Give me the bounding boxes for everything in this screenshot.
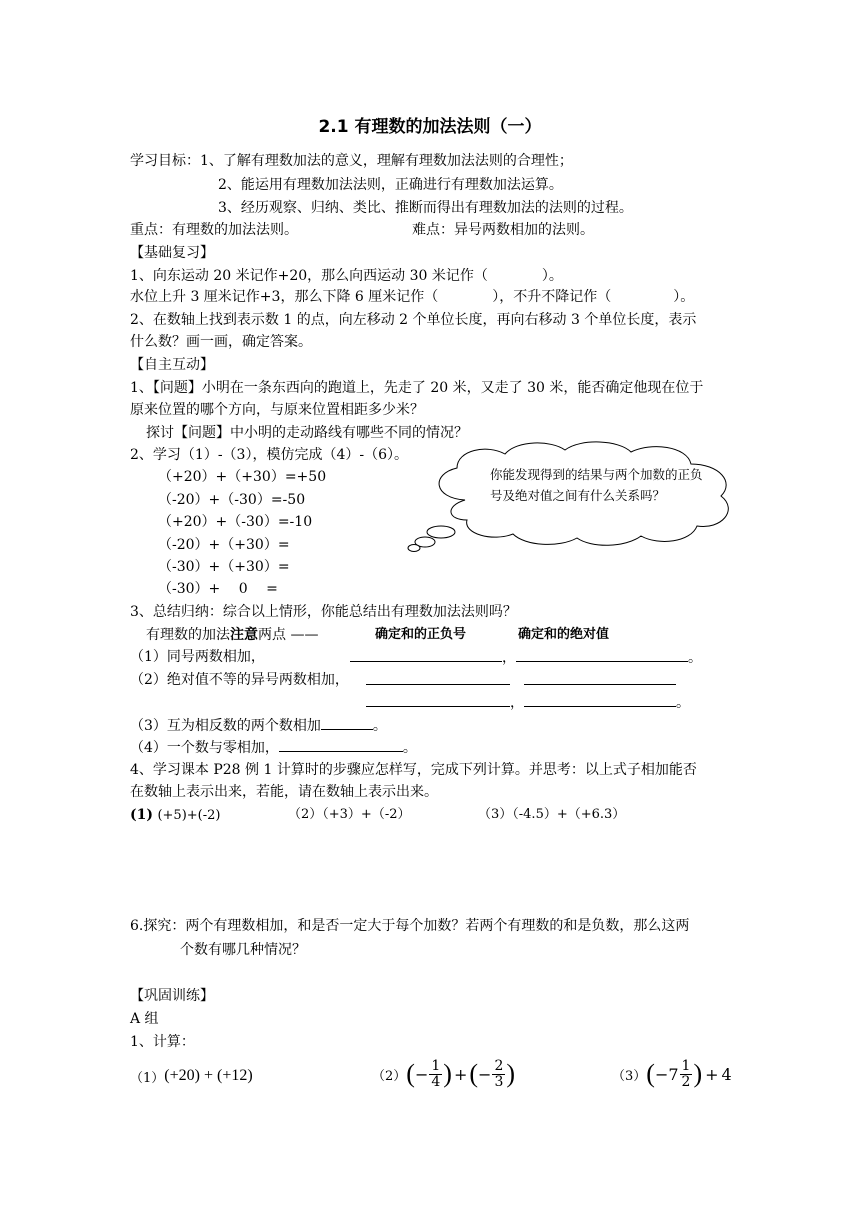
- review-q1-line-a: [130, 267, 563, 285]
- attention-suffix: 两点 ——: [258, 627, 319, 643]
- answer-blank[interactable]: [279, 738, 403, 752]
- separator: 。: [372, 718, 387, 734]
- summary-q3: 3、总结归纳：综合以上情形，你能总结出有理数加法法则吗？: [130, 604, 517, 620]
- key-point: 重点：有理数的加法法则。: [130, 222, 298, 238]
- q4-problem-1: [130, 806, 220, 825]
- group-a-label: A 组: [130, 1011, 159, 1027]
- question-text: ）。: [541, 268, 563, 284]
- equation-row: （-20）+（-30）=-50: [158, 492, 306, 508]
- q4-problem-3: （3）（-4.5）+（+6.3）: [478, 807, 626, 822]
- calc-label: 1、计算：: [130, 1034, 195, 1050]
- fraction: $\frac{1}{2}$: [681, 1057, 691, 1090]
- attention-prefix: 有理数的加法: [146, 627, 230, 643]
- answer-blank[interactable]: [524, 671, 676, 685]
- interact-q2: 2、学习（1）-（3），模仿完成（4）-（6）。: [130, 447, 408, 463]
- interact-q1-line-1: 1、【问题】小明在一条东西向的跑道上，先走了 20 米，又走了 30 米，能否确定他现在位于: [130, 380, 704, 396]
- question-text: 1、向东运动 20 米记作+20，那么向西运动 30 米记作（: [130, 268, 488, 284]
- problem-label: （3）: [612, 1068, 647, 1084]
- question-text: ），不升不降记作（: [492, 289, 612, 305]
- rule-1-blanks: [350, 648, 702, 667]
- equation-row: （-20）+（+30）=: [158, 537, 290, 553]
- question-text: 水位上升 3 厘米记作+3，那么下降 6 厘米记作（: [130, 289, 439, 305]
- thought-cloud-text: 你能发现得到的结果与两个加数的正负号及绝对值之间有什么关系吗？: [490, 467, 703, 503]
- rule-3-line: [130, 716, 387, 735]
- q6-line-2: 个数有哪几种情况？: [180, 942, 306, 958]
- calc-problem-2: （2） ( − $\frac{1}{4}$ ) + ( − $\frac{2}{3}$ ): [372, 1057, 516, 1090]
- rule-4-label: （4）一个数与零相加，: [130, 740, 279, 756]
- separator: ，: [502, 650, 516, 666]
- rule-2-blanks-a: [366, 671, 676, 690]
- problem-expression: (+20) + (+12): [164, 1067, 253, 1084]
- objectives-label: 学习目标：: [130, 153, 200, 169]
- objectives-line-1: [130, 152, 573, 170]
- problem-label: (1): [130, 807, 153, 823]
- column-heading-abs: 确定和的绝对值: [518, 627, 610, 642]
- q4-problem-2: （2）（+3）+（-2）: [288, 807, 411, 822]
- section-heading-review: 【基础复习】: [130, 245, 214, 261]
- separator: 。: [688, 650, 702, 666]
- answer-blank[interactable]: [321, 716, 373, 730]
- calc-problem-3: （3） ( − 7 $\frac{1}{2}$ ) + 4: [612, 1057, 732, 1090]
- page-title: 2.1 有理数的加法法则（一）: [318, 117, 542, 137]
- review-q2-line-2: 什么数？画一画，确定答案。: [130, 334, 312, 350]
- section-heading-practice: 【巩固训练】: [130, 988, 214, 1004]
- fraction: $\frac{2}{3}$: [494, 1057, 504, 1090]
- attention-line: [146, 626, 318, 644]
- separator: ，: [510, 695, 524, 711]
- section-heading-interact: 【自主互动】: [130, 357, 214, 373]
- equation-row: （-30）+ 0 =: [158, 581, 278, 597]
- answer-blank[interactable]: [366, 693, 510, 707]
- q6-line-1: 6.探究：两个有理数相加，和是否一定大于每个加数？若两个有理数的和是负数，那么这两: [130, 918, 690, 934]
- answer-blank[interactable]: [524, 693, 676, 707]
- problem-label: （1）: [130, 1070, 165, 1086]
- rule-2-blanks-b: [366, 693, 690, 712]
- answer-blank[interactable]: [350, 648, 502, 662]
- rule-1-label: （1）同号两数相加，: [130, 649, 265, 665]
- attention-bold: 注意: [230, 627, 258, 643]
- separator: 。: [402, 740, 417, 756]
- addend: 4: [721, 1064, 732, 1084]
- problem-label: （2）: [372, 1068, 407, 1084]
- fraction: $\frac{1}{4}$: [431, 1057, 441, 1090]
- interact-q1-line-3: 探讨【问题】中小明的走动路线有哪些不同的情况？: [146, 425, 468, 441]
- problem-expression: (+5)+(-2): [157, 808, 221, 823]
- q4-line-2: 在数轴上表示出来，若能，请在数轴上表示出来。: [130, 784, 438, 800]
- question-text: ）。: [673, 289, 695, 305]
- answer-blank[interactable]: [516, 648, 688, 662]
- review-q2-line-1: 2、在数轴上找到表示数 1 的点，向左移动 2 个单位长度，再向右移动 3 个单位长度，表示: [130, 312, 697, 328]
- q4-line-1: 4、学习课本 P28 例 1 计算时的步骤应怎样写，完成下列计算。并思考：以上式子相加能否: [130, 762, 697, 778]
- review-q1-line-b: [130, 288, 694, 306]
- objective-item: 3、经历观察、归纳、类比、推断而得出有理数加法的法则的过程。: [218, 200, 633, 216]
- column-heading-sign: 确定和的正负号: [375, 627, 467, 642]
- equation-row: （+20）+（+30）=+50: [158, 469, 327, 485]
- mixed-number-whole: 7: [668, 1064, 679, 1084]
- equation-row: （-30）+（+30）=: [158, 559, 290, 575]
- separator: 。: [676, 695, 690, 711]
- objective-item: 2、能运用有理数加法法则，正确进行有理数加法运算。: [218, 177, 563, 193]
- rule-3-label: （3）互为相反数的两个数相加: [130, 718, 321, 734]
- equation-row: （+20）+（-30）=-10: [158, 514, 313, 530]
- rule-4-line: [130, 738, 417, 757]
- answer-blank[interactable]: [366, 671, 510, 685]
- rule-2-label: （2）绝对值不等的异号两数相加，: [130, 672, 349, 688]
- difficulty-point: 难点：异号两数相加的法则。: [412, 222, 594, 238]
- calc-problem-1: [130, 1056, 253, 1096]
- interact-q1-line-2: 原来位置的哪个方向，与原来位置相距多少米？: [130, 402, 424, 418]
- objective-item: 1、了解有理数加法的意义，理解有理数加法法则的合理性；: [200, 153, 573, 169]
